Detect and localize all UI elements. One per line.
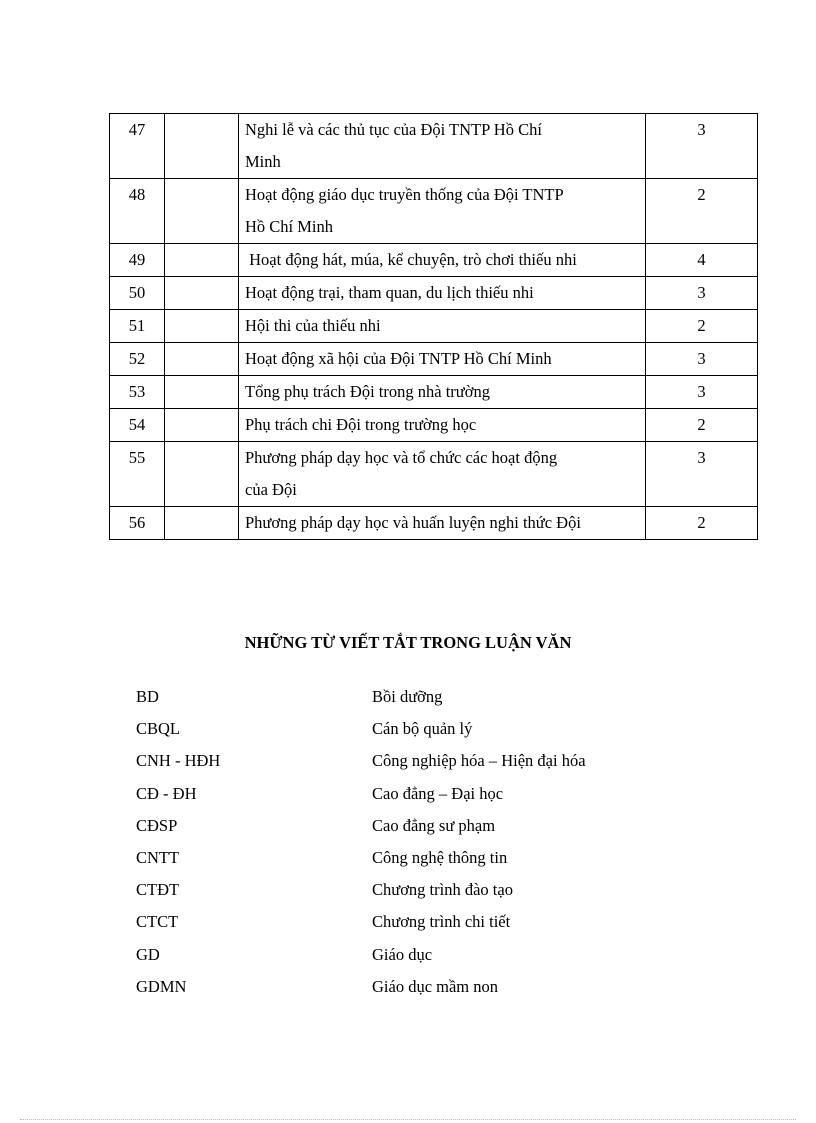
abbr-desc: Giáo dục (372, 944, 433, 964)
credits: 3 (646, 343, 758, 376)
credits: 4 (646, 244, 758, 277)
table-row (110, 310, 758, 343)
abbr-desc: Chương trình đào tạo (372, 880, 513, 900)
course-title-line: Hoạt động giáo dục truyền thống của Đội TNTP (245, 185, 564, 204)
course-title-line: của Đội (245, 480, 297, 499)
abbr-code: CĐ - ĐH (136, 783, 197, 803)
blank-cell (165, 114, 239, 179)
abbr-desc: Cán bộ quản lý (372, 719, 473, 739)
blank-cell (165, 507, 239, 540)
course-title (239, 179, 646, 244)
table-row (110, 343, 758, 376)
blank-cell (165, 442, 239, 507)
row-number: 48 (110, 179, 165, 244)
blank-cell (165, 179, 239, 244)
page-divider (20, 1119, 796, 1120)
abbr-code: GDMN (136, 976, 187, 996)
table-row (110, 114, 758, 179)
row-number: 51 (110, 310, 165, 343)
course-title (239, 442, 646, 507)
blank-cell (165, 343, 239, 376)
abbr-code: CNTT (136, 847, 180, 867)
abbr-code: CNH - HĐH (136, 751, 221, 771)
abbr-code: GD (136, 944, 160, 964)
credits: 3 (646, 376, 758, 409)
abbr-code: CBQL (136, 719, 181, 739)
course-title (239, 114, 646, 179)
table-row (110, 507, 758, 540)
abbr-code: BD (136, 687, 159, 706)
row-number: 47 (110, 114, 165, 179)
abbr-desc: Cao đẳng sư phạm (372, 815, 496, 835)
abbr-code: CTCT (136, 912, 179, 932)
table-row (110, 277, 758, 310)
table-row (110, 179, 758, 244)
course-title-line: Minh (245, 152, 281, 171)
credits: 2 (646, 310, 758, 343)
row-number: 50 (110, 277, 165, 310)
curriculum-table (109, 113, 758, 540)
credits: 2 (646, 409, 758, 442)
blank-cell (165, 310, 239, 343)
table-row (110, 409, 758, 442)
course-title-line: Hồ Chí Minh (245, 217, 334, 236)
abbr-desc: Chương trình chi tiết (372, 912, 511, 932)
abbr-code: CTĐT (136, 880, 180, 900)
abbr-desc: Công nghệ thông tin (372, 847, 508, 867)
row-number: 55 (110, 442, 165, 507)
blank-cell (165, 409, 239, 442)
course-title-line: Nghi lễ và các thủ tục của Đội TNTP Hồ Chí (245, 120, 542, 139)
credits: 3 (646, 277, 758, 310)
course-title: Hoạt động hát, múa, kể chuyện, trò chơi thiếu nhi (239, 244, 646, 277)
course-title: Hoạt động xã hội của Đội TNTP Hồ Chí Minh (239, 343, 646, 376)
credits: 3 (646, 442, 758, 507)
abbr-desc: Công nghiệp hóa – Hiện đại hóa (372, 751, 586, 771)
table-row (110, 244, 758, 277)
row-number: 49 (110, 244, 165, 277)
course-title-line: Phương pháp dạy học và tổ chức các hoạt động (245, 448, 558, 467)
blank-cell (165, 277, 239, 310)
credits: 2 (646, 179, 758, 244)
course-title: Hoạt động trại, tham quan, du lịch thiếu nhi (239, 277, 646, 310)
credits: 3 (646, 114, 758, 179)
course-title: Hội thi của thiếu nhi (239, 310, 646, 343)
row-number: 54 (110, 409, 165, 442)
abbr-desc: Cao đẳng – Đại học (372, 783, 504, 803)
table-row (110, 376, 758, 409)
table-row (110, 442, 758, 507)
abbreviations-heading: NHỮNG TỪ VIẾT TẮT TRONG LUẬN VĂN (244, 633, 572, 652)
row-number: 56 (110, 507, 165, 540)
row-number: 52 (110, 343, 165, 376)
abbr-desc: Giáo dục mầm non (372, 976, 499, 996)
blank-cell (165, 376, 239, 409)
course-title: Phương pháp dạy học và huấn luyện nghi thức Đội (239, 507, 646, 540)
course-title: Tổng phụ trách Đội trong nhà trường (239, 376, 646, 409)
abbr-code: CĐSP (136, 815, 178, 835)
credits: 2 (646, 507, 758, 540)
blank-cell (165, 244, 239, 277)
course-title: Phụ trách chi Đội trong trường học (239, 409, 646, 442)
row-number: 53 (110, 376, 165, 409)
abbr-desc: Bồi dưỡng (372, 687, 443, 706)
